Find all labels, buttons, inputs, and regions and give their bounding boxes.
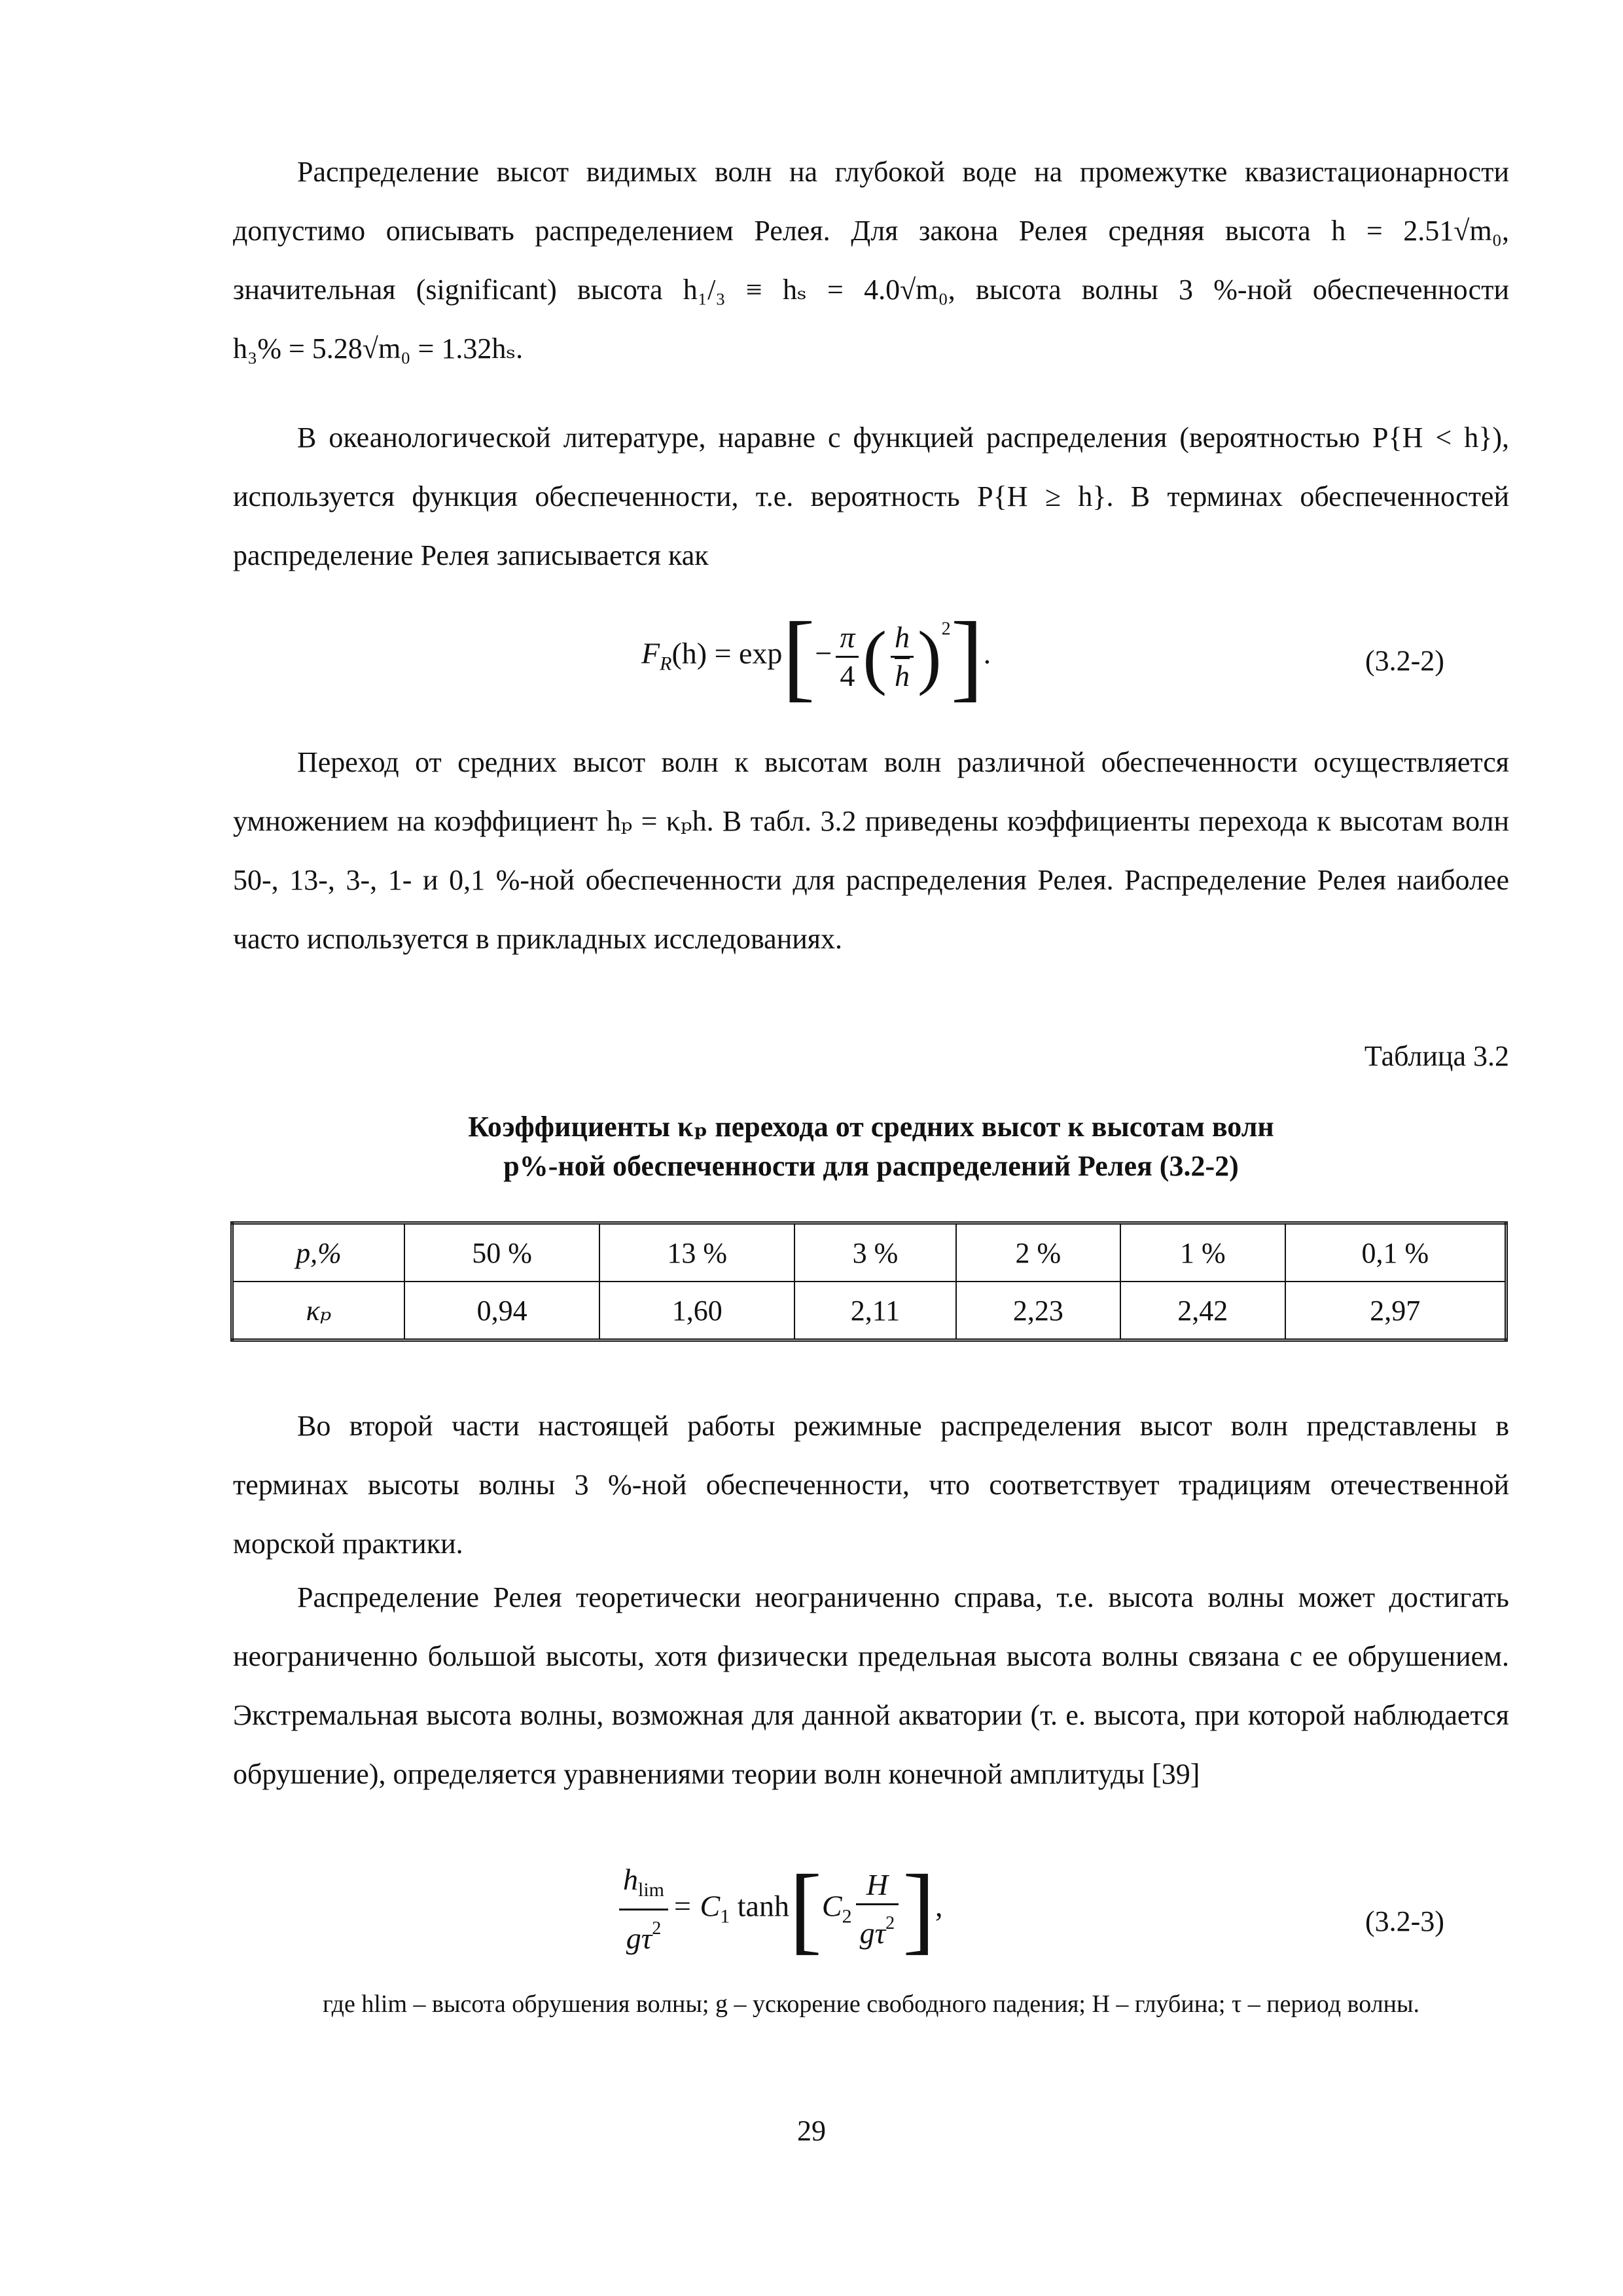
eq-end: , xyxy=(935,1889,943,1923)
text-run: , значительная (significant) высота xyxy=(233,215,1510,306)
probability-greater-formula: P{H ≥ h} xyxy=(977,480,1107,512)
table-cell: 1 % xyxy=(1120,1223,1285,1282)
eq-tanh: tanh xyxy=(737,1889,789,1923)
eq-power: 2 xyxy=(652,1918,662,1939)
eq-pi: π xyxy=(840,620,855,654)
text-run: Распределение высот видимых волн на глубокой воде на промежутке квазистационарности допустимо описывать распределением Релея. Для закона Релея средняя высота xyxy=(233,156,1509,247)
paragraph-regime-distributions: Во второй части настоящей работы режимные распределения высот волн представлены в терминах высоты волны 3 %-ной обеспеченности, что соответствует традициям отечественной морской практики. xyxy=(233,1410,1509,1560)
eq-power: 2 xyxy=(941,619,951,639)
text-run: ), используется функция обеспеченности, т.е. вероятность xyxy=(233,422,1510,512)
text-run: . В терминах обеспеченностей распределение Релея записывается как xyxy=(233,480,1510,571)
probability-less-formula: P{H < h} xyxy=(1372,422,1493,454)
table-cell: 2 % xyxy=(956,1223,1120,1282)
eq-power: 2 xyxy=(885,1913,895,1933)
equation-limit-height xyxy=(615,1855,943,1964)
coefficient-formula: hₚ = κₚh xyxy=(606,805,707,837)
right-paren: ) xyxy=(918,617,942,696)
table-cell: 1,60 xyxy=(599,1282,794,1340)
table-cell: 50 % xyxy=(404,1223,599,1282)
eq-four: 4 xyxy=(840,658,855,692)
eq-minus: − xyxy=(815,636,832,670)
table-cell: 13 % xyxy=(599,1223,794,1282)
eq-subscript: 2 xyxy=(842,1905,852,1928)
eq-gtau: gτ xyxy=(626,1922,652,1955)
page-number: 29 xyxy=(797,2115,826,2147)
table-row xyxy=(232,1223,1507,1282)
fraction-H-over-gtau2 xyxy=(856,1867,899,1952)
table-cell: 0,1 % xyxy=(1285,1223,1507,1282)
right-bracket: ] xyxy=(950,602,984,711)
table-cell: 2,23 xyxy=(956,1282,1120,1340)
h3-formula: h₃% = 5.28√m₀ = 1.32hₛ xyxy=(233,332,516,365)
eq-gtau: gτ xyxy=(859,1916,886,1950)
eq-subscript: 1 xyxy=(720,1905,730,1928)
significant-height-formula: h₁/₃ ≡ hₛ = 4.0√m₀ xyxy=(683,274,948,306)
table-cell: 2,42 xyxy=(1120,1282,1285,1340)
table-cell: 3 % xyxy=(794,1223,955,1282)
equation-legend: где hlim – высота обрушения волны; g – ускорение свободного падения; H – глубина; τ – период волны. xyxy=(322,1990,1420,2018)
eq-H: H xyxy=(866,1868,888,1901)
eq-hbar: h xyxy=(895,658,910,692)
eq-text: (h) = exp xyxy=(671,636,783,670)
eq-symbol: F xyxy=(641,636,660,670)
eq-c2: C xyxy=(821,1889,842,1923)
eq-subscript: R xyxy=(660,653,672,675)
text-run: . В табл. 3.2 приведены коэффициенты перехода к высотам волн 50-, 13-, 3-, 1- и 0,1 %-ной обеспеченности для распределения Релея. Распределение Релея наиболее часто используется в прикладных исследованиях. xyxy=(233,805,1509,955)
right-bracket: ] xyxy=(902,1855,936,1964)
mean-height-formula: h = 2.51√m₀ xyxy=(1331,215,1503,247)
fraction-pi-over-4 xyxy=(836,619,859,694)
left-bracket: [ xyxy=(782,602,815,711)
text-run: В океанологической литературе, наравне с функцией распределения (вероятностью xyxy=(297,422,1361,454)
equation-number-3-2-2: (3.2-2) xyxy=(1365,645,1444,677)
table-cell: 2,97 xyxy=(1285,1282,1507,1340)
table-cell: 0,94 xyxy=(404,1282,599,1340)
table-caption-line1: Коэффициенты κₚ перехода от средних высот к высотам волн xyxy=(468,1111,1274,1143)
text-run: , высота волны 3 %-ной обеспеченности xyxy=(948,274,1509,306)
table-row xyxy=(232,1282,1507,1340)
table-header-cell: p,% xyxy=(232,1223,405,1282)
left-paren: ( xyxy=(863,617,887,696)
eq-subscript: lim xyxy=(638,1879,665,1901)
table-cell: 2,11 xyxy=(794,1282,955,1340)
paragraph-breaking-height: Распределение Релея теоретически неограниченно справа, т.е. высота волны может достигать неограниченно большой высоты, хотя физически предельная высота волны связана с ее обрушением. Экстремальная высота волны, возможная для данной акватории (т. е. высота, при которой наблюдается обрушение), определяется уравнениями теории волн конечной амплитуды [39] xyxy=(233,1581,1509,1790)
eq-h: h xyxy=(895,620,910,654)
equation-rayleigh-exceedance xyxy=(641,602,991,711)
text-run: . xyxy=(516,332,524,365)
eq-h: h xyxy=(623,1863,638,1896)
coefficients-table xyxy=(230,1221,1508,1342)
eq-end: . xyxy=(983,636,991,670)
eq-c1: = C xyxy=(672,1889,721,1923)
paragraph-transition-coefficients xyxy=(233,733,1509,969)
fraction-h-over-hbar xyxy=(891,619,914,694)
paragraph-rayleigh-heights xyxy=(233,143,1509,378)
paragraph-exceedance xyxy=(233,408,1509,585)
text-run: Переход от средних высот волн к высотам волн различной обеспеченности осуществляется умножением на коэффициент xyxy=(233,746,1509,837)
table-label: Таблица 3.2 xyxy=(1364,1040,1509,1072)
equation-number-3-2-3: (3.2-3) xyxy=(1365,1905,1444,1937)
left-bracket: [ xyxy=(789,1855,822,1964)
fraction-hlim-over-gtau2 xyxy=(619,1861,668,1957)
table-header-cell: κₚ xyxy=(232,1282,405,1340)
table-caption-line2: p%-ной обеспеченности для распределений Релея (3.2-2) xyxy=(503,1150,1239,1182)
